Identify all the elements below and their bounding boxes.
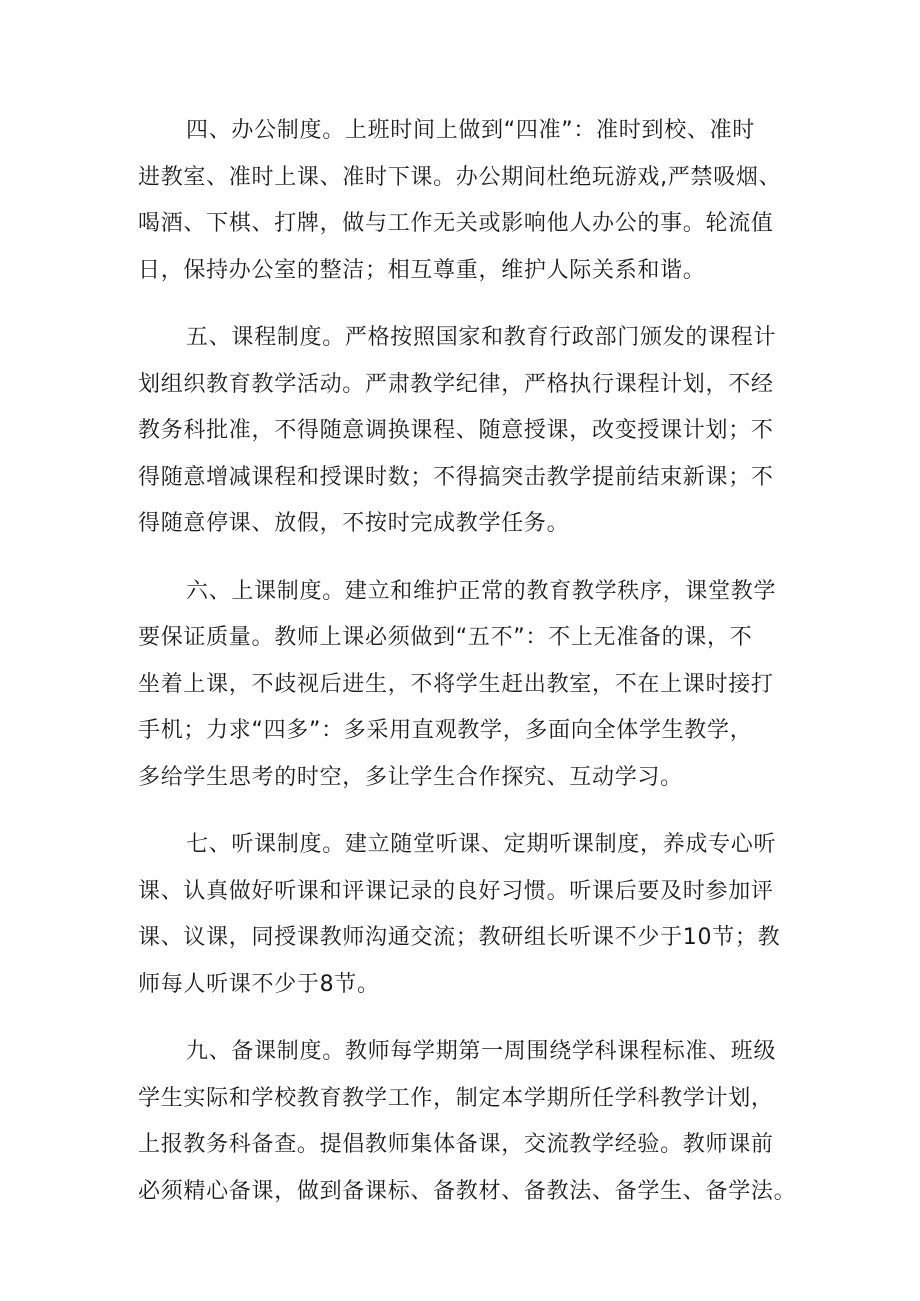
paragraph-observation-rules [138, 822, 846, 1008]
text-line: 坐着上课，不歧视后进生，不将学生赶出教室，不在上课时接打 [138, 671, 774, 697]
text-line: 七、听课制度。建立随堂听课、定期听课制度，养成专心听 [186, 832, 777, 857]
paragraph-lesson-prep-rules [138, 1029, 846, 1215]
text-line: 六、上课制度。建立和维护正常的教育教学秩序，课堂教学 [186, 578, 777, 604]
text-line: 课、认真做好听课和评课记录的良好习惯。听课后要及时参加评 [138, 878, 774, 904]
text-line: 划组织教育教学活动。严肃教学纪律，严格执行课程计划，不经 [138, 371, 774, 397]
text-line: 日，保持办公室的整洁；相互尊重，维护人际关系和谐。 [138, 257, 706, 283]
text-line: 得随意停课、放假，不按时完成教学任务。 [138, 511, 570, 536]
paragraph-class-rules [138, 569, 846, 802]
text-line: 多给学生思考的时空，多让学生合作探究、互动学习。 [138, 764, 683, 790]
text-line: 九、备课制度。教师每学期第一周围绕学科课程标准、班级 [186, 1039, 777, 1064]
text-line: 师每人听课不少于8节。 [138, 971, 380, 997]
paragraph-office-rules [138, 108, 846, 294]
text-line: 学生实际和学校教育教学工作，制定本学期所任学科教学计划， [138, 1085, 774, 1111]
text-line: 进教室、准时上课、准时下课。办公期间杜绝玩游戏,严禁吸烟、 [138, 164, 782, 190]
paragraph-curriculum-rules [138, 315, 846, 548]
text-line: 五、课程制度。严格按照国家和教育行政部门颁发的课程计 [186, 325, 777, 350]
paragraph-gap [138, 294, 846, 315]
text-line: 课、议课，同授课教师沟通交流；教研组长听课不少于10节；教 [138, 925, 781, 950]
paragraph-gap [138, 801, 846, 822]
text-line: 教务科批准，不得随意调换课程、随意授课，改变授课计划；不 [138, 418, 774, 443]
text-line: 必须精心备课，做到备课标、备教材、备教法、备学生、备学法。 [138, 1178, 797, 1204]
text-line: 上报教务科备查。提倡教师集体备课，交流教学经验。教师课前 [138, 1132, 774, 1157]
text-line: 喝酒、下棋、打牌，做与工作无关或影响他人办公的事。轮流值 [138, 211, 774, 236]
text-line: 手机；力求“四多”：多采用直观教学，多面向全体学生教学， [138, 718, 753, 743]
text-line: 得随意增减课程和授课时数；不得搞突击教学提前结束新课；不 [138, 464, 774, 490]
paragraph-gap [138, 1008, 846, 1029]
document-body [138, 108, 846, 1215]
text-line: 四、办公制度。上班时间上做到“四准”：准时到校、准时 [186, 118, 755, 143]
text-line: 要保证质量。教师上课必须做到“五不”：不上无准备的课，不 [138, 625, 753, 650]
paragraph-gap [138, 548, 846, 569]
